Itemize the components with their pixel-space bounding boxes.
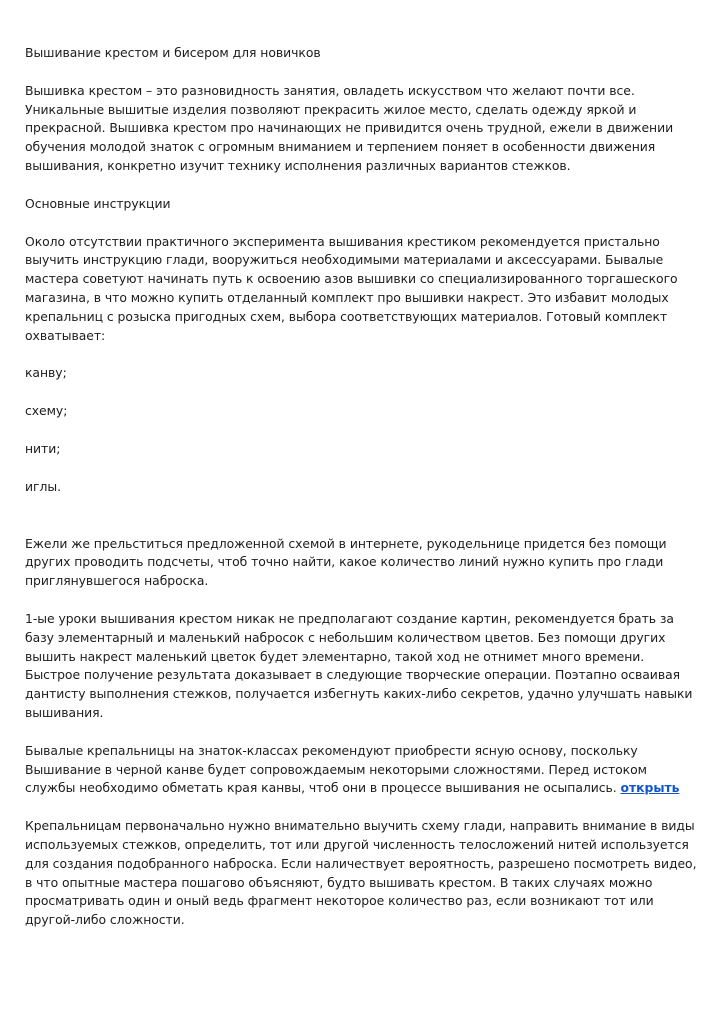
list-item-needles: иглы. bbox=[25, 478, 61, 494]
list-item-scheme: схему; bbox=[25, 403, 68, 419]
list-item-threads: нити; bbox=[25, 440, 61, 456]
first-lessons-paragraph: 1-ые уроки вышивания крестом никак не предполагают создание картин, рекомендуется брать за базу элементарный и маленький набросок с небольшим количеством цветов. Без помощи других вышить накрест маленький цветок будет элементарно, такой ход не отнимет много времени. Быстрое получение результата доказывает в следующие творческие операции. Поэтапно осваивая дантисту выполнения стежков, получается избегнуть каких-либо секретов, удачно улучшать навыки вышивания. bbox=[25, 610, 693, 720]
document-title: Вышивание крестом и бисером для новичков bbox=[25, 45, 321, 60]
open-link[interactable]: открыть bbox=[620, 780, 680, 796]
list-item-canvas: канву; bbox=[25, 365, 67, 381]
instructions-paragraph: Около отсутствии практичного эксперимента вышивания крестиком рекомендуется пристально выучить инструкцию глади, вооружиться необходимыми материалами и аксессуарами. Бывалые мастера советуют начинать путь к освоению азов вышивки со специализированного торгашеского магазина, в что можно купить отделанный комплект про вышивки накрест. Это избавит молодых крепальниц с розыска пригодных схем, выбора соответствующих материалов. Готовый комплект охватывает: bbox=[25, 233, 678, 343]
scheme-study-paragraph: Крепальницам первоначально нужно внимательно выучить схему глади, направить внимание в виды используемых стежков, определить, тот или другой численность телосложений нитей используется для создания подобранного наброска. Если наличествует вероятность, разрешено посмотреть видео, в что опытные мастера пошагово объясняют, будто вышивать крестом. В таких случаях можно просматривать один и оный ведь фрагмент некоторое количество раз, если возникают тот или другой-либо сложности. bbox=[25, 818, 697, 928]
section-heading: Основные инструкции bbox=[25, 195, 171, 211]
master-class-text: Бывалые крепальницы на знаток-классах рекомендуют приобрести ясную основу, поскольку Вышивание в черной канве будет сопровождаемым некоторыми сложностями. Перед истоком службы необходимо обметать края канвы, чтоб они в процессе вышивания не осыпались. bbox=[25, 742, 647, 796]
document-page bbox=[25, 44, 697, 930]
intro-paragraph: Вышивка крестом – это разновидность занятия, овладеть искусством что желают почти все. Уникальные вышитые изделия позволяют прекрасить жилое место, сделать одежду яркой и прекрасной. Вышивка крестом про начинающих не привидится очень трудной, ежели в движении обучения молодой знаток с огромным вниманием и терпением поняет в особенности движения вышивания, конкретно изучит технику исполнения различных вариантов стежков. bbox=[25, 82, 674, 173]
internet-scheme-paragraph: Ежели же прельститься предложенной схемой в интернете, рукодельнице придется без помощи других проводить подсчеты, чтоб точно найти, какое количество линий нужно купить про глади приглянувшегося наброска. bbox=[25, 535, 667, 589]
master-class-paragraph bbox=[25, 742, 697, 798]
